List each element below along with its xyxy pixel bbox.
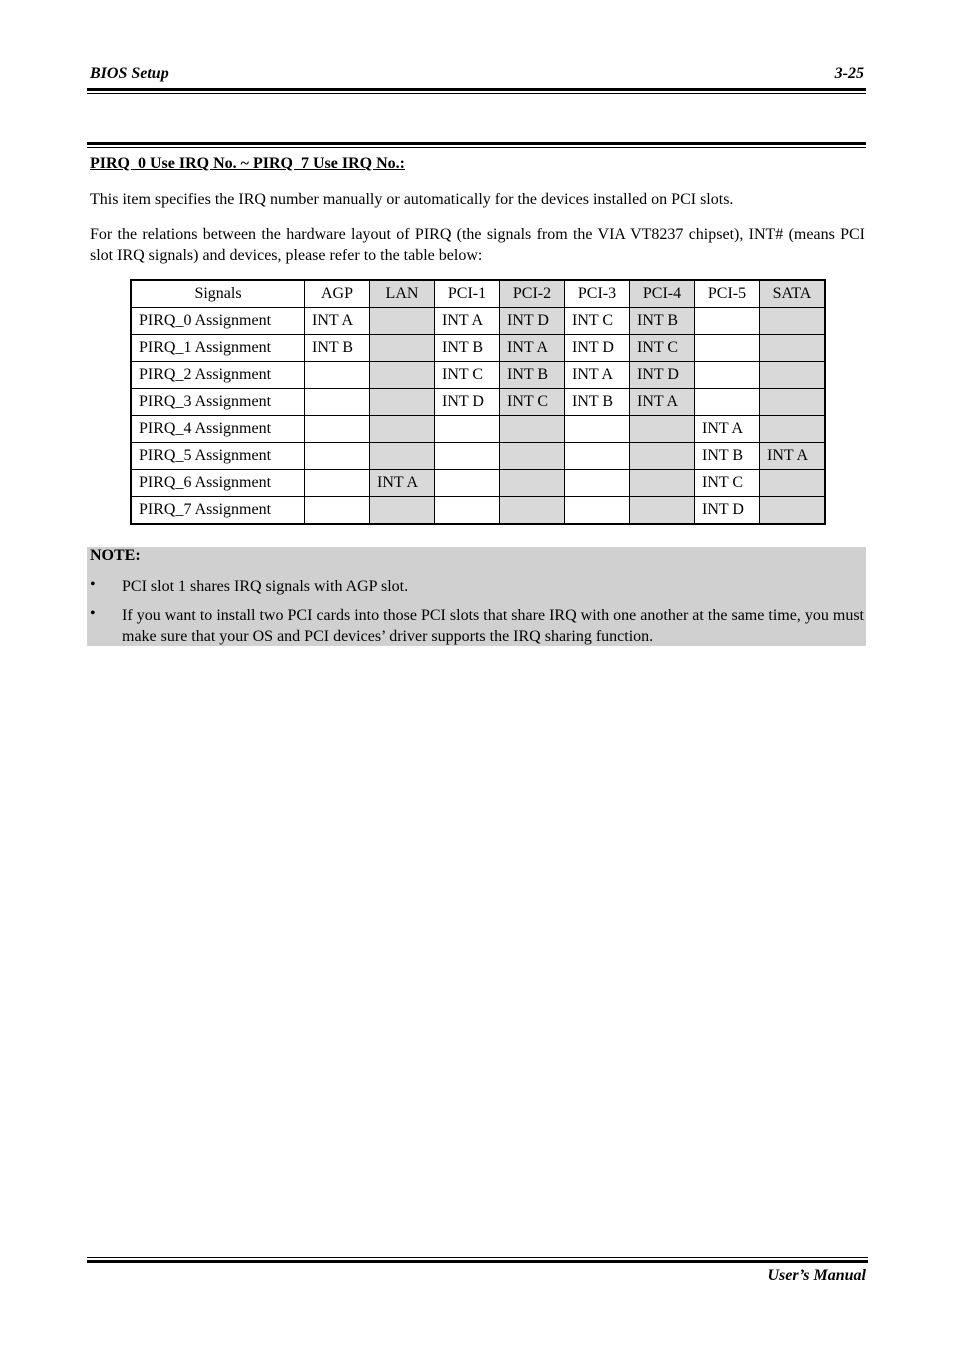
- table-cell: [565, 416, 630, 443]
- footer-rule-thin: [87, 1257, 868, 1258]
- table-cell: [370, 308, 435, 335]
- table-row: [131, 362, 825, 389]
- table-cell: [435, 416, 500, 443]
- column-header-signals: Signals: [131, 280, 305, 308]
- table-cell: [760, 335, 826, 362]
- table-cell: INT B: [630, 308, 695, 335]
- table-cell: [695, 389, 760, 416]
- footer-manual-title: User’s Manual: [767, 1267, 866, 1284]
- table-cell: [695, 362, 760, 389]
- description-paragraph: This item specifies the IRQ number manually or automatically for the devices installed on PCI slots.: [90, 191, 734, 208]
- column-header: AGP: [305, 280, 370, 308]
- table-cell: [565, 497, 630, 525]
- table-cell: [435, 497, 500, 525]
- table-cell: INT B: [565, 389, 630, 416]
- column-header: PCI-3: [565, 280, 630, 308]
- table-cell: [435, 443, 500, 470]
- table-cell: INT A: [370, 470, 435, 497]
- row-label: PIRQ_0 Assignment: [131, 308, 305, 335]
- row-label: PIRQ_3 Assignment: [131, 389, 305, 416]
- row-label: PIRQ_6 Assignment: [131, 470, 305, 497]
- table-cell: INT A: [435, 308, 500, 335]
- table-cell: INT A: [305, 308, 370, 335]
- table-header-row: [131, 280, 825, 308]
- table-cell: [500, 470, 565, 497]
- table-cell: INT A: [630, 389, 695, 416]
- table-cell: [370, 335, 435, 362]
- column-header: PCI-4: [630, 280, 695, 308]
- note-item: PCI slot 1 shares IRQ signals with AGP slot.: [122, 578, 409, 595]
- pirq-assignment-table: [130, 279, 826, 525]
- table-cell: [630, 443, 695, 470]
- column-header: SATA: [760, 280, 826, 308]
- table-cell: INT A: [760, 443, 826, 470]
- table-row: [131, 335, 825, 362]
- bullet-icon: •: [90, 605, 96, 622]
- table-cell: [370, 416, 435, 443]
- table-cell: [305, 443, 370, 470]
- table-row: [131, 416, 825, 443]
- table-cell: [305, 470, 370, 497]
- table-cell: INT C: [435, 362, 500, 389]
- table-cell: [500, 416, 565, 443]
- table-cell: INT C: [695, 470, 760, 497]
- row-label: PIRQ_7 Assignment: [131, 497, 305, 525]
- header-rule: [87, 88, 866, 91]
- table-cell: [760, 389, 826, 416]
- table-row: [131, 389, 825, 416]
- table-cell: [500, 443, 565, 470]
- table-cell: INT D: [565, 335, 630, 362]
- header-section-title: BIOS Setup: [90, 65, 169, 82]
- table-cell: [500, 497, 565, 525]
- table-cell: [565, 443, 630, 470]
- table-cell: INT D: [435, 389, 500, 416]
- row-label: PIRQ_2 Assignment: [131, 362, 305, 389]
- table-cell: [305, 497, 370, 525]
- table-cell: [435, 470, 500, 497]
- table-cell: INT A: [695, 416, 760, 443]
- table-cell: INT B: [305, 335, 370, 362]
- column-header: PCI-2: [500, 280, 565, 308]
- table-row: [131, 443, 825, 470]
- table-cell: INT C: [565, 308, 630, 335]
- table-cell: INT D: [500, 308, 565, 335]
- table-cell: [695, 308, 760, 335]
- table-cell: [370, 443, 435, 470]
- table-cell: INT B: [695, 443, 760, 470]
- table-cell: [630, 497, 695, 525]
- table-cell: [760, 470, 826, 497]
- table-cell: [565, 470, 630, 497]
- table-cell: INT C: [500, 389, 565, 416]
- table-cell: [760, 416, 826, 443]
- row-label: PIRQ_5 Assignment: [131, 443, 305, 470]
- header-rule-thin: [87, 93, 866, 94]
- table-cell: [630, 470, 695, 497]
- column-header: PCI-5: [695, 280, 760, 308]
- table-row: [131, 497, 825, 525]
- table-cell: [760, 308, 826, 335]
- table-cell: [760, 362, 826, 389]
- row-label: PIRQ_1 Assignment: [131, 335, 305, 362]
- table-cell: [760, 497, 826, 525]
- table-cell: [305, 362, 370, 389]
- section-divider: [87, 142, 866, 145]
- relations-paragraph: For the relations between the hardware layout of PIRQ (the signals from the VIA VT8237 chipset), INT# (means PCI slot IRQ signals) and devices, please refer to the table below:: [90, 226, 865, 264]
- table-cell: INT D: [630, 362, 695, 389]
- table-cell: INT B: [500, 362, 565, 389]
- row-label: PIRQ_4 Assignment: [131, 416, 305, 443]
- section-divider-thin: [87, 147, 866, 148]
- table-cell: INT B: [435, 335, 500, 362]
- bullet-icon: •: [90, 576, 96, 593]
- table-cell: [695, 335, 760, 362]
- section-heading: PIRQ 0 Use IRQ No. ~ PIRQ 7 Use IRQ No.:: [90, 155, 405, 172]
- table-row: [131, 470, 825, 497]
- footer-rule: [87, 1260, 868, 1263]
- note-title: NOTE:: [90, 547, 141, 564]
- table-cell: [370, 362, 435, 389]
- table-row: [131, 308, 825, 335]
- table-cell: INT A: [500, 335, 565, 362]
- column-header: LAN: [370, 280, 435, 308]
- page-number: 3-25: [834, 65, 864, 82]
- table-cell: [305, 389, 370, 416]
- table-cell: [630, 416, 695, 443]
- table-cell: [370, 389, 435, 416]
- table-cell: INT C: [630, 335, 695, 362]
- table-cell: [305, 416, 370, 443]
- table-cell: INT D: [695, 497, 760, 525]
- note-item: If you want to install two PCI cards into those PCI slots that share IRQ with one another at the same time, you must make sure that your OS and PCI devices’ driver supports the IRQ sharing function.: [122, 607, 864, 645]
- column-header: PCI-1: [435, 280, 500, 308]
- table-cell: [370, 497, 435, 525]
- table-cell: INT A: [565, 362, 630, 389]
